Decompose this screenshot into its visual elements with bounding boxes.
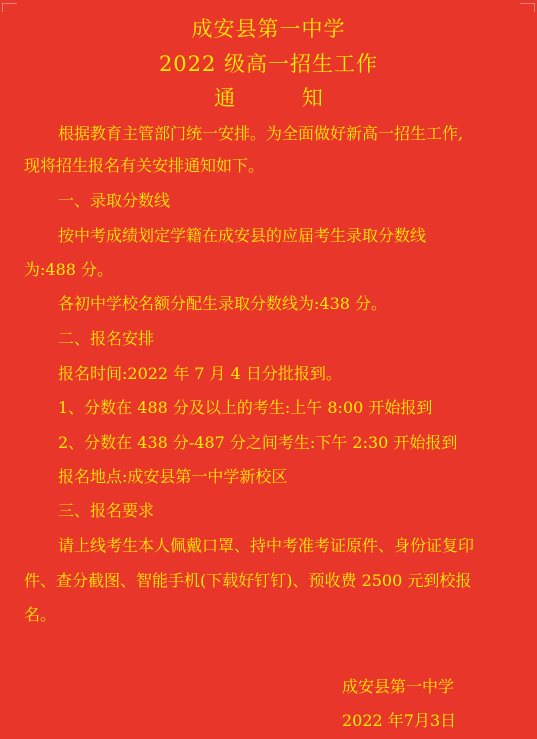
registration-item-1: 1、分数在 488 分及以上的考生:上午 8:00 开始报到 [58,398,433,417]
intro-line-2: 现将招生报名有关安排通知如下。 [24,156,265,175]
section-1-line-1: 按中考成绩划定学籍在成安县的应届考生录取分数线 [58,226,427,245]
event-title: 2022 级高一招生工作 [158,52,379,76]
section-1-heading: 一、录取分数线 [58,191,171,210]
registration-time: 报名时间:2022 年 7 月 4 日分批报到。 [58,364,342,383]
section-3-line-1: 请上线考生本人佩戴口罩、持中考准考证原件、身份证复印 [58,536,475,555]
registration-place: 报名地点:成安县第一中学新校区 [58,467,288,486]
section-3-line-3: 名。 [24,605,57,624]
section-1-line-3: 各初中学校名额分配生录取分数线为:438 分。 [58,294,388,313]
corner-crop-mark [2,3,17,12]
registration-item-2: 2、分数在 438 分-487 分之间考生:下午 2:30 开始报到 [58,433,458,452]
section-3-heading: 三、报名要求 [58,501,155,520]
section-2-heading: 二、报名安排 [58,329,155,348]
signature-date: 2022 年7月3日 [342,711,457,730]
intro-line-1: 根据教育主管部门统一安排。为全面做好新高一招生工作, [58,124,464,143]
notice-heading: 通 知 [214,86,353,110]
signature-organization: 成安县第一中学 [342,677,455,696]
section-3-line-2: 件、查分截图、智能手机(下载好钉钉)、预收费 2500 元到校报 [24,571,472,590]
section-1-line-2: 为:488 分。 [24,260,114,279]
school-title: 成安县第一中学 [191,17,346,41]
corner-crop-mark [520,3,535,12]
